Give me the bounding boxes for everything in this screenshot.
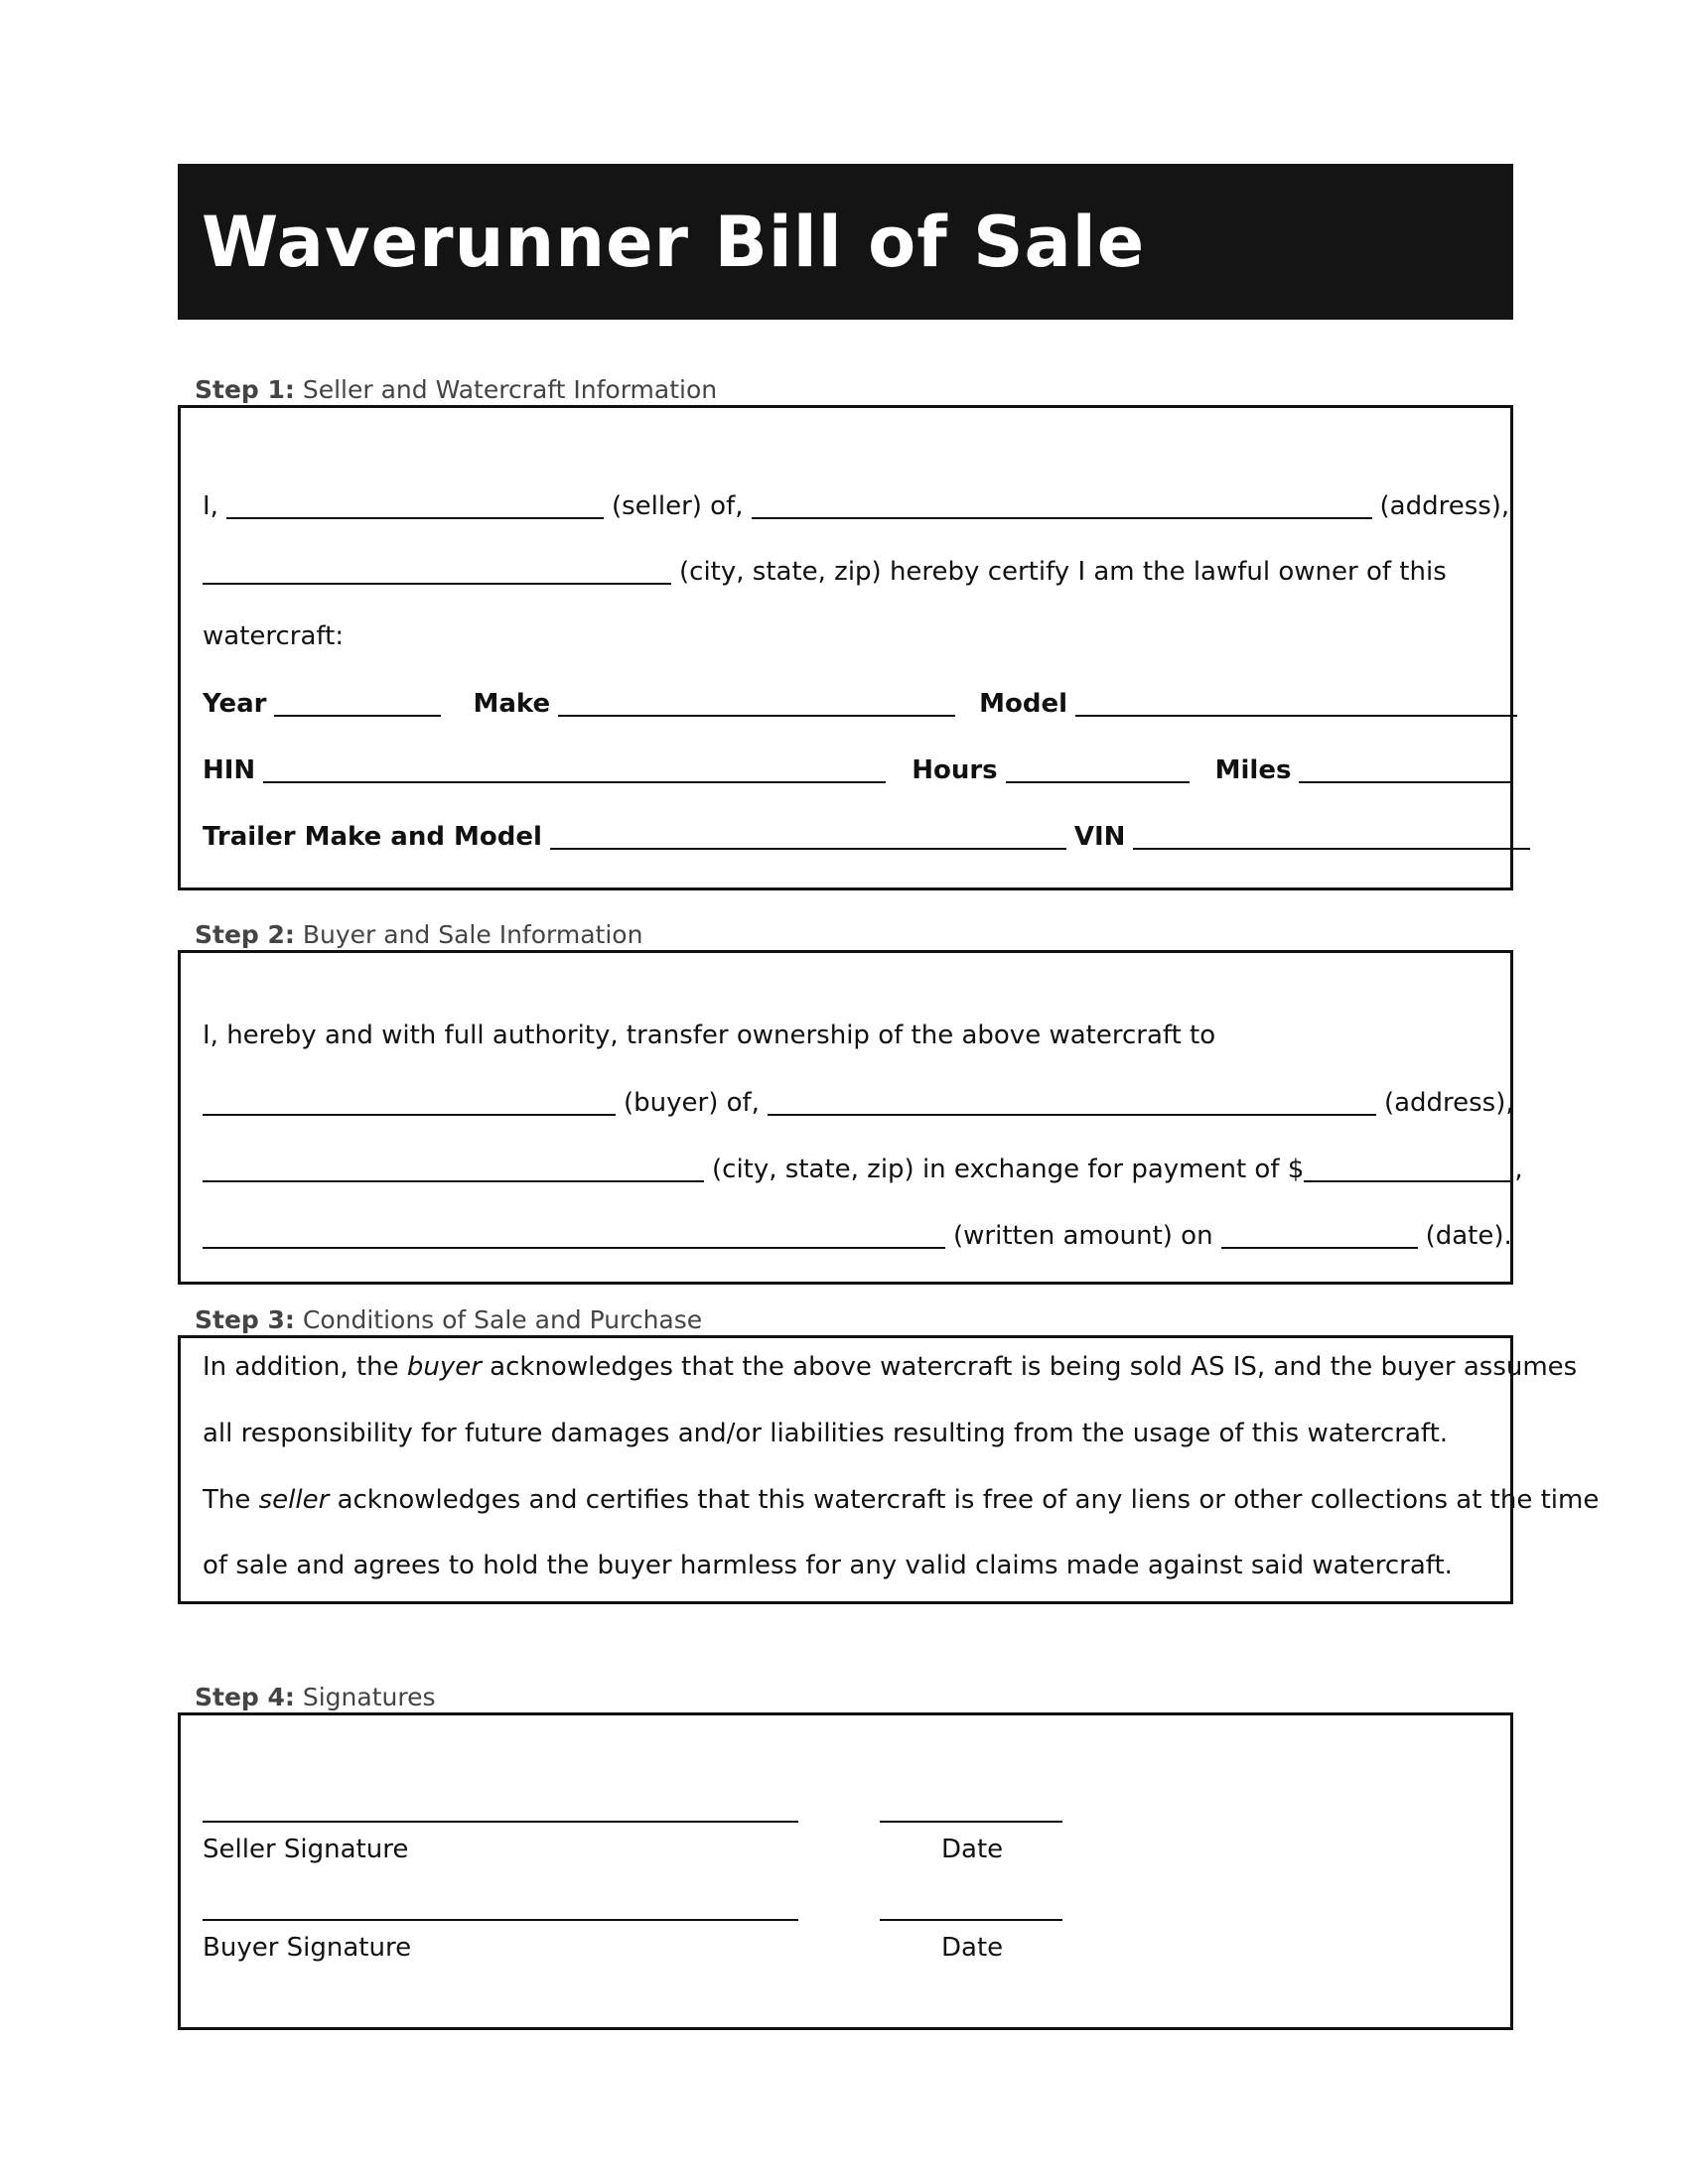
step1-heading: Seller and Watercraft Information (302, 375, 718, 404)
text-p1a: In addition, the (203, 1352, 407, 1382)
conditions-line3 (203, 1485, 1600, 1515)
hin-field[interactable] (263, 755, 886, 783)
step2-label (195, 922, 642, 947)
buyer-city-state-zip-field[interactable] (203, 1155, 704, 1182)
page-title: Waverunner Bill of Sale (202, 201, 1146, 283)
text-buyer-emphasis: buyer (406, 1352, 482, 1382)
buyer-signature-label: Buyer Signature (203, 1933, 412, 1963)
seller-city-state-zip-field[interactable] (203, 557, 671, 585)
text-date: (date). (1425, 1221, 1512, 1251)
text-p3a: The (203, 1485, 259, 1515)
text-address: (address), (1379, 491, 1510, 521)
step2-heading: Buyer and Sale Information (302, 920, 643, 949)
seller-date-field[interactable] (880, 1821, 1062, 1823)
step2-line2 (203, 1088, 1514, 1118)
seller-signature-field[interactable] (203, 1821, 798, 1823)
model-field[interactable] (1075, 689, 1517, 717)
seller-date-label: Date (941, 1835, 1004, 1864)
step3-label (195, 1307, 702, 1332)
vin-field[interactable] (1133, 822, 1530, 850)
text-payment: (city, state, zip) in exchange for payment of $ (712, 1155, 1305, 1184)
text-comma: , (1514, 1155, 1523, 1184)
text-p3b: acknowledges and certifies that this watercraft is free of any liens or other collections at the time (329, 1485, 1600, 1515)
step1-line2 (203, 557, 1492, 585)
make-field[interactable] (558, 689, 955, 717)
seller-name-field[interactable] (226, 491, 604, 519)
step4-label (195, 1685, 436, 1709)
hours-label: Hours (912, 755, 998, 785)
buyer-date-label: Date (941, 1933, 1004, 1963)
step1-line3 (203, 623, 1492, 649)
seller-address-field[interactable] (752, 491, 1372, 519)
trailer-field[interactable] (550, 822, 1066, 850)
make-label: Make (473, 689, 551, 719)
conditions-line2: all responsibility for future damages and/or liabilities resulting from the usage of this watercraft. (203, 1419, 1449, 1448)
text-certify: (city, state, zip) hereby certify I am the lawful owner of this (679, 557, 1447, 587)
buyer-signature-field[interactable] (203, 1919, 798, 1921)
text-written-amount: (written amount) on (953, 1221, 1213, 1251)
hin-label: HIN (203, 755, 256, 785)
step1-line5 (203, 755, 1492, 783)
step1-line6 (203, 822, 1492, 850)
sale-date-field[interactable] (1221, 1221, 1418, 1249)
year-label: Year (203, 689, 267, 719)
step3-box (178, 1335, 1600, 1604)
text-i: I, (203, 491, 218, 521)
text-p1b: acknowledges that the above watercraft is being sold AS IS, and the buyer assumes (481, 1352, 1578, 1382)
step2-line1 (203, 1023, 1492, 1048)
step2-number: Step 2: (195, 920, 295, 949)
payment-amount-field[interactable] (1304, 1155, 1512, 1182)
conditions-line4: of sale and agrees to hold the buyer harmless for any valid claims made against said watercraft. (203, 1551, 1453, 1580)
hours-field[interactable] (1006, 755, 1190, 783)
step1-label (195, 377, 717, 402)
text-watercraft: watercraft: (203, 621, 345, 651)
text-seller-of: (seller) of, (611, 491, 744, 521)
step1-line1 (203, 491, 1510, 521)
text-seller-emphasis: seller (258, 1485, 330, 1515)
step4-number: Step 4: (195, 1683, 295, 1711)
miles-label: Miles (1214, 755, 1292, 785)
miles-field[interactable] (1299, 755, 1511, 783)
text-buyer-of: (buyer) of, (624, 1088, 760, 1118)
step4-heading: Signatures (302, 1683, 436, 1711)
trailer-label: Trailer Make and Model (203, 822, 542, 852)
text-transfer: I, hereby and with full authority, transfer ownership of the above watercraft to (203, 1021, 1216, 1050)
step1-line4 (203, 689, 1492, 717)
step3-number: Step 3: (195, 1305, 295, 1334)
buyer-address-field[interactable] (768, 1088, 1376, 1116)
text-address: (address), (1383, 1088, 1514, 1118)
seller-signature-label: Seller Signature (203, 1835, 409, 1864)
vin-label: VIN (1073, 822, 1126, 852)
buyer-name-field[interactable] (203, 1088, 616, 1116)
step1-number: Step 1: (195, 375, 295, 404)
step2-box (178, 950, 1523, 1285)
year-field[interactable] (274, 689, 441, 717)
step2-line3 (203, 1155, 1523, 1184)
buyer-date-field[interactable] (880, 1919, 1062, 1921)
title-banner (178, 164, 1513, 320)
step2-line4 (203, 1221, 1512, 1251)
conditions-line1 (203, 1352, 1578, 1382)
written-amount-field[interactable] (203, 1221, 945, 1249)
step4-box (178, 1712, 1513, 2030)
model-label: Model (979, 689, 1068, 719)
step3-heading: Conditions of Sale and Purchase (302, 1305, 703, 1334)
step1-box (178, 405, 1513, 890)
